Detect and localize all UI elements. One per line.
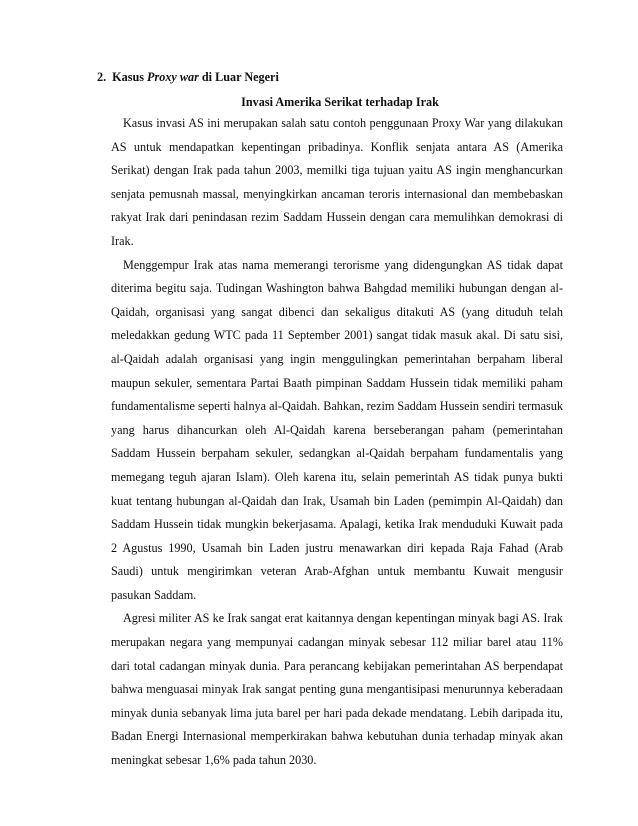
section-heading	[97, 70, 279, 85]
paragraph-1: Kasus invasi AS ini merupakan salah satu contoh penggunaan Proxy War yang dilakukan AS untuk mendapatkan kepentingan pribadinya. Konflik senjata antara AS (Amerika Serikat) dengan Irak pada tahun 2003, memilki tiga tujuan yaitu AS ingin menghancurkan senjata pemusnah massal, menyingkirkan ancaman teroris internasional dan membebaskan rakyat Irak dari penindasan rezim Saddam Hussein dengan cara memulihkan demokrasi di Irak.	[111, 116, 563, 248]
section-heading-emphasis: Proxy war	[147, 70, 199, 84]
section-heading-suffix: di Luar Negeri	[198, 70, 279, 84]
paragraph-2: Menggempur Irak atas nama memerangi terorisme yang didengungkan AS tidak dapat diterima begitu saja. Tudingan Washington bahwa Bahgdad memiliki hubungan dengan al-Qaidah, organisasi yang sangat dibenci dan sekaligus ditakuti AS (yang dituduh telah meledakkan gedung WTC pada 11 September 2001) sangat tidak masuk akal. Di satu sisi, al-Qaidah adalah organisasi yang ingin menggulingkan pemerintahan berpaham liberal maupun sekuler, sementara Partai Baath pimpinan Saddam Hussein tidak memiliki paham fundamentalisme seperti halnya al-Qaidah. Bahkan, rezim Saddam Hussein sendiri termasuk yang harus dihancurkan oleh Al-Qaidah karena berseberangan paham (pemerintahan Saddam Hussein berpaham sekuler, sedangkan al-Qaidah berpaham fundamentalis yang memegang teguh ajaran Islam). Oleh karena itu, selain pemerintah AS tidak punya bukti kuat tentang hubungan al-Qaidah dan Irak, Usamah bin Laden (pemimpin Al-Qaidah) dan Saddam Hussein tidak mungkin bekerjasama. Apalagi, ketika Irak menduduki Kuwait pada 2 Agustus 1990, Usamah bin Laden justru menawarkan diri kepada Raja Fahad (Arab Saudi) untuk mengirimkan veteran Arab-Afghan untuk membantu Kuwait mengusir pasukan Saddam.	[111, 257, 563, 602]
subsection-title: Invasi Amerika Serikat terhadap Irak	[241, 95, 439, 109]
body-text	[111, 112, 563, 773]
section-heading-prefix: Kasus	[112, 70, 148, 84]
section-number: 2.	[97, 70, 107, 84]
paragraph-3: Agresi militer AS ke Irak sangat erat kaitannya dengan kepentingan minyak bagi AS. Irak merupakan negara yang mempunyai cadangan minyak sebesar 112 miliar barel atau 11% dari total cadangan minyak dunia. Para perancang kebijakan pemerintahan AS berpendapat bahwa menguasai minyak Irak sangat penting guna mengantisipasi menurunnya keberadaan minyak dunia sebanyak lima juta barel per hari pada dekade mendatang. Lebih daripada itu, Badan Energi Internasional memperkirakan bahwa kebutuhan dunia terhadap minyak akan meningkat sebesar 1,6% pada tahun 2030.	[111, 611, 563, 768]
